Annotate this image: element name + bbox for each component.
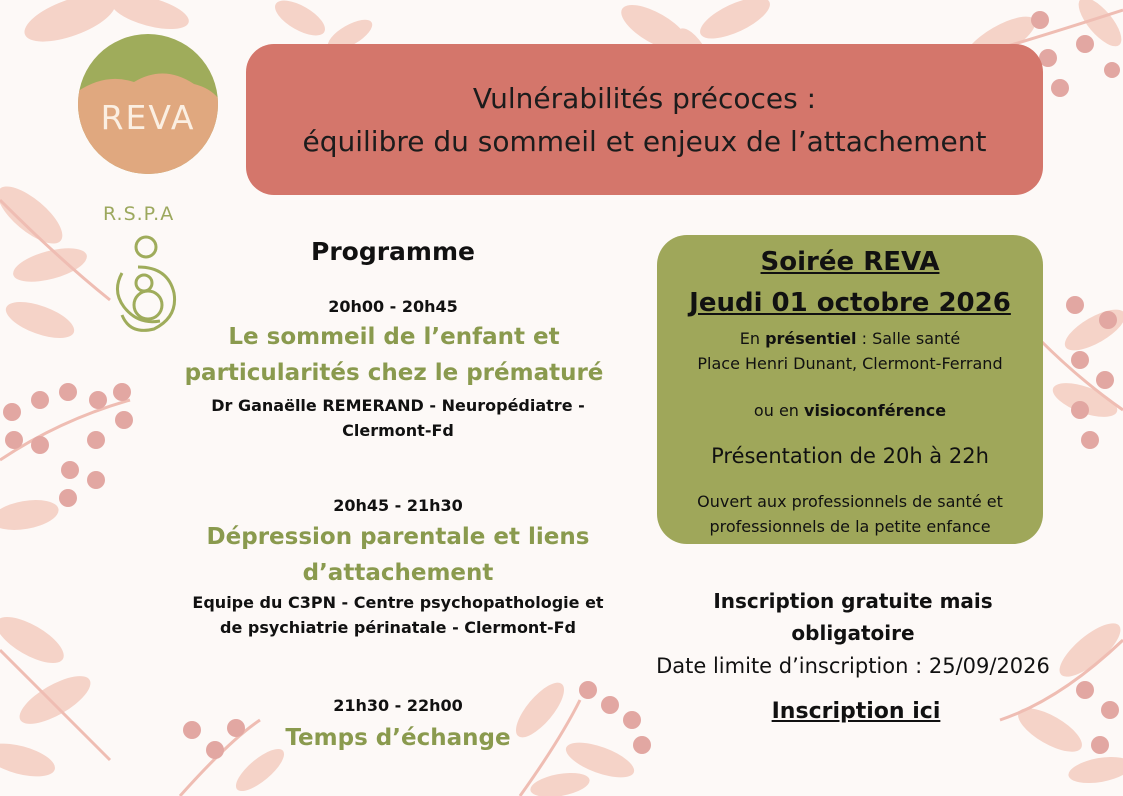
session-1-title-line-2: particularités chez le prématuré xyxy=(184,360,604,386)
title-banner xyxy=(246,44,1043,195)
session-2-speaker-line-1: Equipe du C3PN - Centre psychopathologie et xyxy=(192,593,604,612)
session-2-title-line-2: d’attachement xyxy=(302,560,494,586)
session-1-speaker xyxy=(170,393,626,443)
event-address: Place Henri Dunant, Clermont-Ferrand xyxy=(697,354,1003,373)
registration-info xyxy=(660,585,1046,649)
visio-bold: visioconférence xyxy=(804,401,947,420)
session-2-speaker-line-2: de psychiatrie périnatale - Clermont-Fd xyxy=(219,618,576,637)
programme-heading: Programme xyxy=(311,237,475,266)
visio-prefix: ou en xyxy=(753,401,805,420)
event-audience-line-2: professionnels de la petite enfance xyxy=(709,517,991,536)
logo-text: REVA xyxy=(100,98,196,137)
session-1-speaker-line-1: Dr Ganaëlle REMERAND - Neuropédiatre - xyxy=(211,396,585,415)
session-1-title xyxy=(150,319,638,391)
registration-line-1: Inscription gratuite mais xyxy=(713,589,993,613)
presentiel-suffix: : Salle santé xyxy=(856,329,961,348)
session-2-title xyxy=(150,519,646,591)
event-visio xyxy=(657,398,1043,423)
registration-line-2: obligatoire xyxy=(791,621,915,645)
event-location-mode xyxy=(657,326,1043,351)
event-schedule: Présentation de 20h à 22h xyxy=(711,444,989,468)
rspa-label: R.S.P.A xyxy=(103,203,175,225)
event-date: Jeudi 01 octobre 2026 xyxy=(689,288,1011,318)
title-line-1: Vulnérabilités précoces : xyxy=(472,81,817,115)
title-line-2: équilibre du sommeil et enjeux de l’attachement xyxy=(302,124,987,158)
session-2-title-line-1: Dépression parentale et liens xyxy=(206,524,590,550)
session-1-speaker-line-2: Clermont-Fd xyxy=(342,421,454,440)
presentiel-bold: présentiel xyxy=(765,329,857,348)
session-2-time: 20h45 - 21h30 xyxy=(333,496,463,515)
registration-deadline: Date limite d’inscription : 25/09/2026 xyxy=(656,654,1050,678)
event-audience-line-1: Ouvert aux professionnels de santé et xyxy=(697,492,1003,511)
session-1-title-line-1: Le sommeil de l’enfant et xyxy=(228,324,560,350)
event-info-box xyxy=(657,235,1043,544)
session-1-time: 20h00 - 20h45 xyxy=(328,297,458,316)
session-3-title: Temps d’échange xyxy=(285,725,511,751)
presentiel-prefix: En xyxy=(739,329,766,348)
registration-link[interactable]: Inscription ici xyxy=(771,699,941,724)
event-name: Soirée REVA xyxy=(760,247,940,277)
session-3-time: 21h30 - 22h00 xyxy=(333,696,463,715)
session-2-speaker xyxy=(160,590,636,640)
